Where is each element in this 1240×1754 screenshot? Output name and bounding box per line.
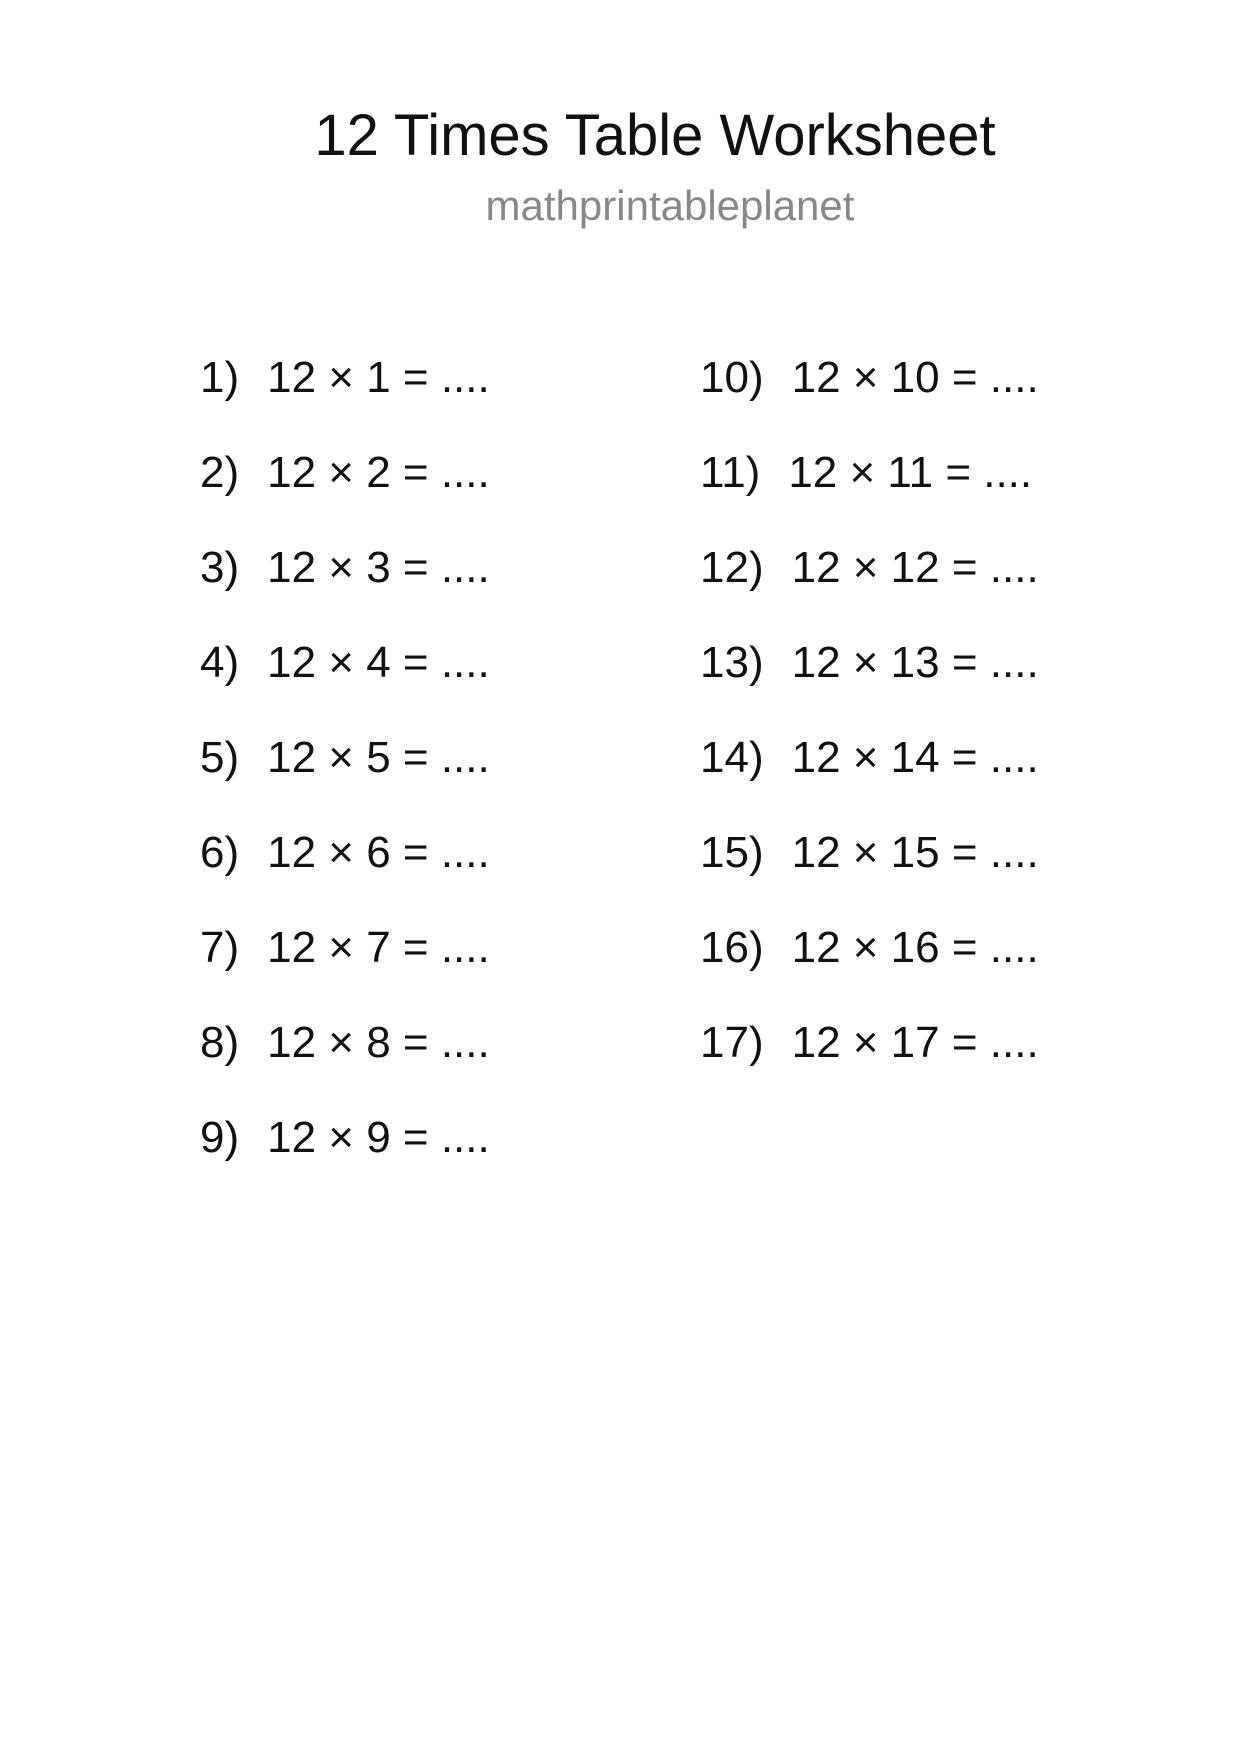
problem-number: 14): [700, 733, 764, 782]
problem-item: [700, 1013, 1039, 1108]
problem-item: [200, 728, 490, 823]
problem-item: [200, 633, 490, 728]
problem-number: 16): [700, 923, 764, 972]
problem-expression: 12 × 4 = ....: [267, 638, 490, 687]
problem-number: 4): [200, 638, 240, 687]
problem-item: [200, 918, 490, 1013]
problem-item: [200, 348, 490, 443]
problem-expression: 12 × 2 = ....: [267, 448, 490, 497]
problem-item: [700, 538, 1039, 633]
problem-number: 7): [200, 923, 240, 972]
problem-item: [200, 443, 490, 538]
problem-expression: 12 × 9 = ....: [267, 1113, 490, 1162]
problem-expression: 12 × 5 = ....: [267, 733, 490, 782]
problem-item: [700, 443, 1039, 538]
problem-expression: 12 × 1 = ....: [267, 353, 490, 402]
problem-number: 17): [700, 1018, 764, 1067]
problem-item: [700, 728, 1039, 823]
problem-item: [200, 1108, 490, 1203]
problem-number: 9): [200, 1113, 240, 1162]
problem-number: 12): [700, 543, 764, 592]
problem-expression: 12 × 6 = ....: [267, 828, 490, 877]
problem-number: 11): [700, 448, 761, 497]
problem-expression: 12 × 7 = ....: [267, 923, 490, 972]
problem-expression: 12 × 15 = ....: [791, 828, 1039, 877]
problem-number: 2): [200, 448, 240, 497]
problem-number: 10): [700, 353, 764, 402]
problem-item: [700, 633, 1039, 728]
problem-number: 15): [700, 828, 764, 877]
problem-item: [200, 1013, 490, 1108]
problem-number: 3): [200, 543, 240, 592]
problem-expression: 12 × 8 = ....: [267, 1018, 490, 1067]
problem-number: 1): [200, 353, 240, 402]
problem-number: 6): [200, 828, 240, 877]
problem-column-right: [700, 348, 1039, 1108]
problem-number: 5): [200, 733, 240, 782]
problem-item: [200, 538, 490, 633]
problem-item: [700, 918, 1039, 1013]
problem-expression: 12 × 10 = ....: [791, 353, 1039, 402]
problem-item: [700, 823, 1039, 918]
problem-expression: 12 × 12 = ....: [791, 543, 1039, 592]
problem-number: 13): [700, 638, 764, 687]
problem-expression: 12 × 11 = ....: [788, 448, 1033, 497]
problem-expression: 12 × 14 = ....: [791, 733, 1039, 782]
problem-item: [200, 823, 490, 918]
problem-expression: 12 × 16 = ....: [791, 923, 1039, 972]
problem-column-left: [200, 348, 490, 1203]
worksheet-source: mathprintableplanet: [485, 182, 855, 229]
worksheet-title: 12 Times Table Worksheet: [314, 103, 996, 168]
problem-number: 8): [200, 1018, 240, 1067]
problem-expression: 12 × 3 = ....: [267, 543, 490, 592]
problem-expression: 12 × 17 = ....: [791, 1018, 1039, 1067]
problem-item: [700, 348, 1039, 443]
problem-expression: 12 × 13 = ....: [791, 638, 1039, 687]
